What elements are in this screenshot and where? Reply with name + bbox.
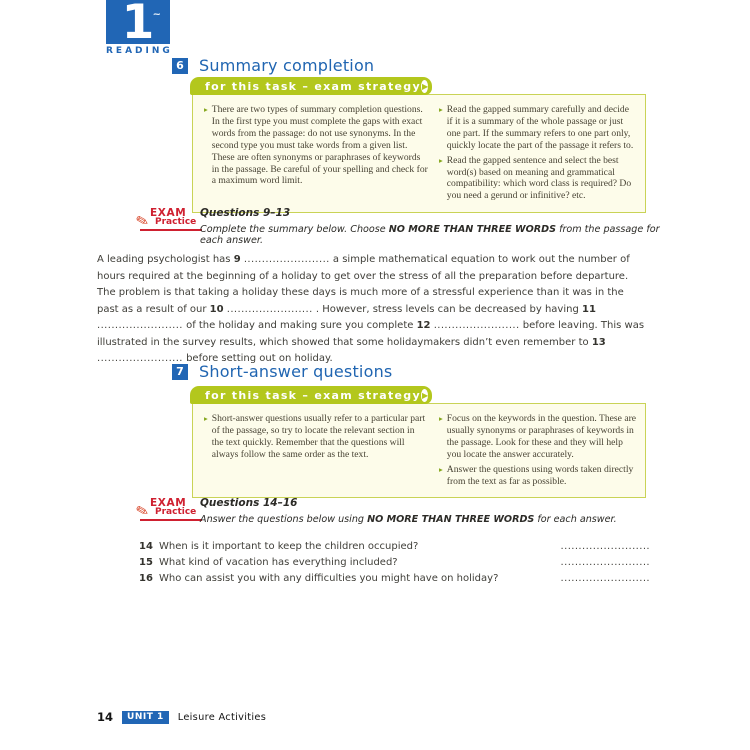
task-2-instruction (200, 514, 660, 525)
strategy-bullet-text: Short-answer questions usually refer to a particular part of the passage, so try to locate the relevant section in the text quickly. Remember that the questions will always follow the same order as the text. (211, 413, 426, 460)
section-6-heading (172, 56, 374, 75)
short-answer-questions-list (139, 539, 650, 586)
answer-dotted-line: ......................... (560, 541, 650, 552)
question-number: 16 (139, 572, 153, 584)
practice-label: Practice (155, 507, 197, 517)
strategy-bullet-text: Answer the questions using words taken directly from the text as far as possible. (446, 463, 634, 487)
question-row (139, 555, 650, 571)
task-2-header (200, 497, 660, 525)
questions-9-13-heading: Questions 9–13 (200, 207, 291, 219)
section-7-heading (172, 362, 392, 381)
task-1-header (200, 207, 660, 246)
exam-label: EXAM (150, 207, 187, 219)
gap-number: 12 (416, 320, 431, 331)
instruction-text: from the passage for each answer. (200, 224, 660, 246)
strategy-bullet-text: Read the gapped sentence and select the best word(s) based on meaning and grammatical compatibility: which word class is required? Do you need a gerund or infinitive? etc. (446, 154, 632, 202)
section-7-number-square: 7 (172, 364, 188, 380)
unit-title: Leisure Activities (177, 711, 267, 723)
instruction-text: Answer the questions below using (200, 514, 368, 525)
strategy-bullet-text: Read the gapped summary carefully and decide if it is a summary of the whole passage or just one part. If the summary refers to one part only, quickly locate the part of the passage it refers to. (446, 104, 634, 151)
pencil-icon: ✎ (133, 210, 151, 232)
unit-badge (106, 0, 173, 56)
question-row (139, 539, 650, 555)
tilde-mark-icon: ~ (152, 9, 161, 20)
strategy-box-1-left-column (204, 104, 428, 205)
question-row (139, 571, 650, 587)
strategy-box-2-right-column (428, 413, 637, 490)
instruction-text: for each answer. (534, 514, 617, 525)
question-number: 14 (139, 541, 153, 552)
strategy-banner-2 (190, 386, 432, 404)
instruction-bold-text: NO MORE THAN THREE WORDS (367, 514, 535, 525)
strategy-bullet (439, 104, 637, 152)
instruction-text: Complete the summary below. Choose (200, 224, 389, 235)
answer-gap: ........................ (433, 320, 520, 331)
question-text: When is it important to keep the children occupied? (159, 541, 419, 552)
page-number: 14 (97, 710, 114, 724)
bullet-arrow-icon: ▸ (439, 155, 443, 165)
task-1-instruction (200, 224, 660, 246)
strategy-bullet (439, 413, 637, 461)
strategy-bullet (439, 464, 637, 488)
question-number: 15 (139, 556, 153, 568)
gap-number: 9 (233, 254, 241, 265)
summary-paragraph: A leading psychologist has 9 ........................ a simple mathematical equation to work out the number of hours required at the beginning of a holiday to get over the stress of all the preparation before departure. The problem is that taking a holiday these days is much more of a stressful experience than it was in the past as a result of our 10 ........................ . However, stress levels can be decreased by having 11 ........................ of the holiday and making sure you complete 12 ........................ before leaving. This was illustrated in the survey results, which showed that some holidaymakers didn’t even remember to 13 ........................ before setting out on holiday. (97, 254, 645, 364)
unit-number: 1 (121, 0, 155, 44)
question-text: Who can assist you with any difficulties you might have on holiday? (159, 572, 499, 584)
exam-label: EXAM (150, 497, 187, 509)
answer-dotted-line: ......................... (560, 556, 650, 568)
strategy-banner-1 (190, 77, 432, 95)
strategy-bullet-text: There are two types of summary completion questions. In the first type you must complete the gaps with exact words from the passage: do not use synonyms. In the second type you must take words from a given list. These are often synonyms or paraphrases of keywords in the passage. Be careful of your spelling and check for a maximum word limit. (211, 104, 428, 187)
section-7-title: Short-answer questions (199, 362, 393, 381)
strategy-bullet (204, 104, 428, 187)
strategy-bullet-text: Focus on the keywords in the question. These are usually synonyms or paraphrases of keywords in the passage. Look for these and they will help you locate the answer accurately. (446, 413, 637, 460)
strategy-box-1-right-column (428, 104, 637, 205)
section-6-number-square: 6 (172, 58, 188, 74)
answer-gap: ........................ (97, 320, 183, 331)
reading-label: READING (106, 46, 173, 56)
strategy-box-1 (192, 94, 646, 213)
practice-label: Practice (155, 217, 197, 227)
questions-14-16-heading: Questions 14–16 (200, 497, 298, 509)
strategy-box-2 (192, 403, 646, 498)
bullet-arrow-icon: ▸ (204, 105, 208, 114)
bullet-arrow-icon: ▸ (204, 414, 208, 423)
question-text: What kind of vacation has everything included? (159, 556, 398, 568)
exam-practice-logo (133, 207, 202, 232)
exam-practice-logo (133, 497, 202, 522)
bullet-arrow-icon: ▸ (439, 105, 443, 114)
answer-dotted-line: ......................... (560, 572, 650, 584)
page-footer (97, 710, 266, 724)
instruction-bold-text: NO MORE THAN THREE WORDS (388, 224, 557, 235)
gap-number: 11 (582, 303, 596, 315)
gap-number: 10 (209, 303, 224, 315)
strategy-box-2-left-column (204, 413, 428, 490)
answer-gap: ........................ (226, 303, 313, 315)
strategy-banner-2-label: for this task – exam strategy (205, 388, 421, 402)
unit-tag: UNIT 1 (122, 711, 169, 724)
play-arrow-icon: ▶ (421, 81, 429, 91)
pencil-icon: ✎ (133, 500, 151, 522)
section-6-title: Summary completion (199, 56, 375, 75)
unit-badge-square (106, 0, 170, 44)
play-arrow-icon: ▶ (421, 390, 429, 400)
answer-gap: ........................ (243, 254, 330, 265)
strategy-bullet (439, 155, 637, 203)
answer-gap: ........................ (97, 353, 183, 364)
bullet-arrow-icon: ▸ (439, 414, 443, 423)
bullet-arrow-icon: ▸ (439, 464, 443, 474)
gap-number: 13 (591, 336, 606, 348)
strategy-banner-1-label: for this task – exam strategy (205, 79, 421, 93)
strategy-bullet (204, 413, 428, 461)
